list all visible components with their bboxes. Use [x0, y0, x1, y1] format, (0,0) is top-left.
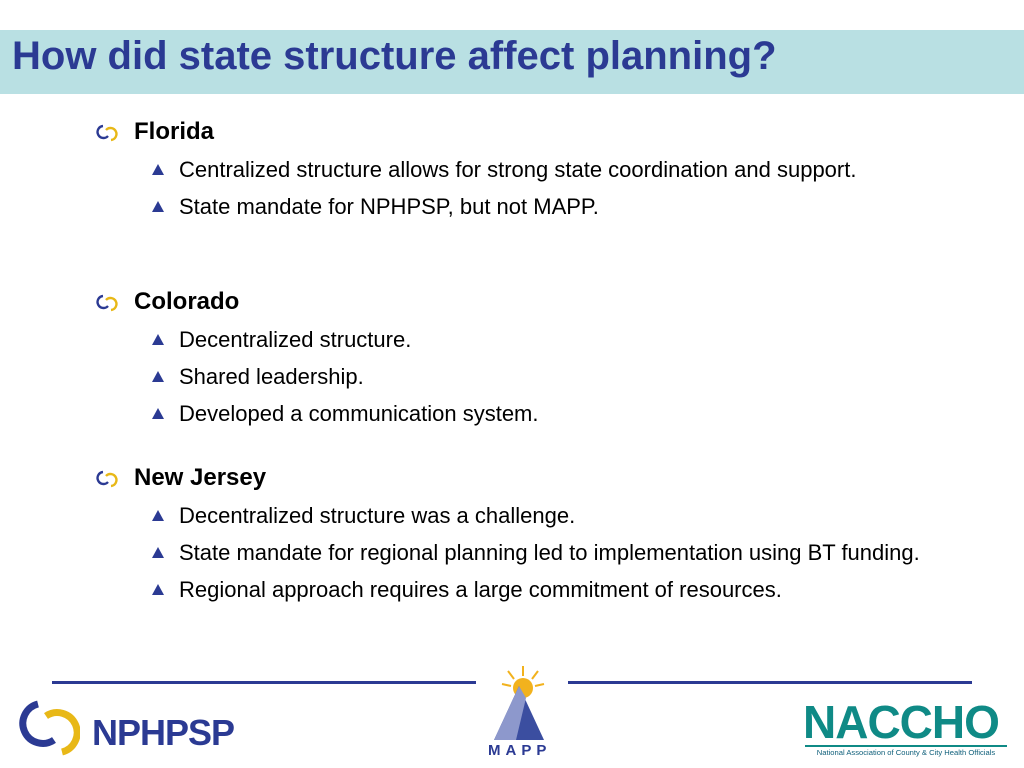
interlocking-rings-icon [96, 124, 118, 142]
naccho-logo-text: NACCHO [803, 696, 999, 748]
footer-divider-left [52, 681, 476, 684]
triangle-bullet-icon [152, 408, 164, 419]
nphpsp-logo-text: NPHPSP [92, 712, 235, 753]
triangle-bullet-icon [152, 510, 164, 521]
footer-divider-right [568, 681, 972, 684]
bullet-text: Shared leadership. [179, 364, 364, 389]
list-item [96, 361, 926, 392]
triangle-bullet-icon [152, 334, 164, 345]
interlocking-rings-icon [96, 470, 118, 488]
list-item [96, 324, 926, 355]
bullet-text: State mandate for NPHPSP, but not MAPP. [179, 194, 599, 219]
list-item [96, 537, 926, 568]
list-item [96, 574, 926, 605]
section-heading: Florida [134, 118, 215, 145]
triangle-bullet-icon [152, 164, 164, 175]
bullet-text: Regional approach requires a large commitment of resources. [179, 577, 782, 602]
mapp-sun-mountain-logo-icon [486, 664, 552, 744]
mapp-logo-text: MAPP [488, 742, 552, 759]
bullet-list [96, 154, 926, 222]
list-item [96, 191, 926, 222]
naccho-logo-subtitle: National Association of County & City Health Officials [805, 745, 1007, 757]
nphpsp-rings-logo-icon [16, 698, 80, 758]
triangle-bullet-icon [152, 201, 164, 212]
bullet-text: Decentralized structure. [179, 327, 412, 352]
section-florida [96, 118, 926, 228]
triangle-bullet-icon [152, 371, 164, 382]
section-new-jersey [96, 464, 926, 611]
interlocking-rings-icon [96, 294, 118, 312]
triangle-bullet-icon [152, 547, 164, 558]
list-item [96, 500, 926, 531]
section-heading: New Jersey [134, 464, 267, 491]
section-heading: Colorado [134, 288, 240, 315]
slide-title: How did state structure affect planning? [12, 34, 777, 78]
bullet-text: Developed a communication system. [179, 401, 539, 426]
bullet-text: State mandate for regional planning led to implementation using BT funding. [179, 540, 920, 565]
list-item [96, 398, 926, 429]
title-bar [0, 30, 1024, 94]
bullet-text: Decentralized structure was a challenge. [179, 503, 576, 528]
bullet-text: Centralized structure allows for strong state coordination and support. [179, 157, 857, 182]
triangle-bullet-icon [152, 584, 164, 595]
bullet-list [96, 324, 926, 429]
list-item [96, 154, 926, 185]
bullet-list [96, 500, 926, 605]
section-colorado [96, 288, 926, 435]
